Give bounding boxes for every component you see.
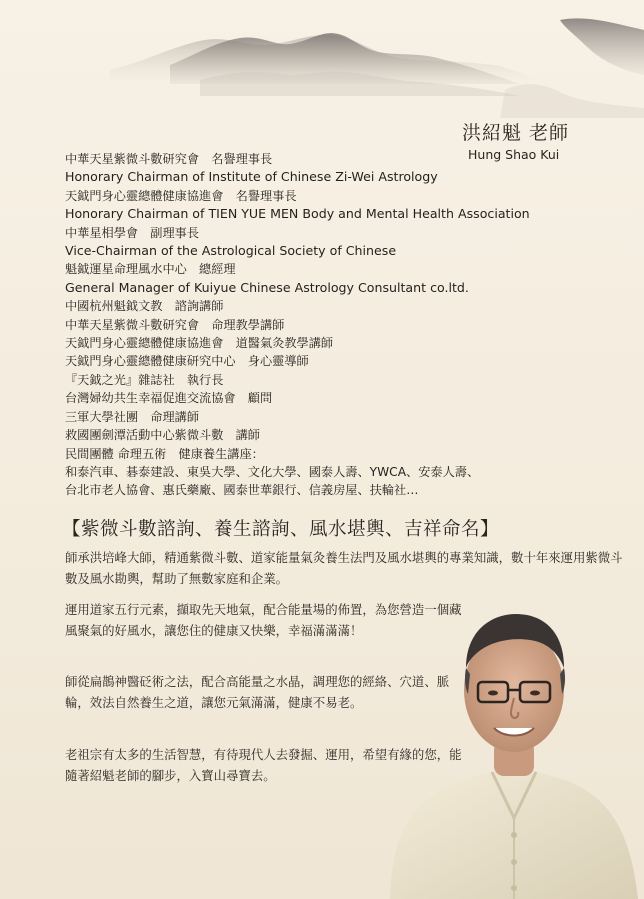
credential-line: 魁鉞運星命理風水中心 總經理 bbox=[65, 262, 236, 277]
services-banner: 【紫微斗數諮詢、養生諮詢、風水堪輿、吉祥命名】 bbox=[62, 519, 500, 540]
ink-mountain-landscape bbox=[0, 0, 644, 120]
credential-line: 『天鉞之光』雜誌社 執行長 bbox=[65, 372, 224, 387]
credential-line: 台北市老人協會、惠氏藥廠、國泰世華銀行、信義房屋、扶輪社… bbox=[65, 483, 419, 498]
credential-line: 和泰汽車、碁泰建設、東吳大學、文化大學、國泰人壽、YWCA、安泰人壽、 bbox=[65, 464, 480, 479]
credential-line: 天鉞門身心靈總體健康研究中心 身心靈導師 bbox=[65, 354, 309, 369]
credential-line: 救國團劍潭活動中心紫微斗數 講師 bbox=[65, 428, 260, 443]
credential-line: 中華星相學會 副理事長 bbox=[65, 225, 200, 240]
intro-paragraph: 師承洪培峰大師，精通紫微斗數、道家能量氣灸養生法門及風水堪輿的專業知識，數十年來運用紫微斗數及風水勘輿，幫助了無數家庭和企業。 bbox=[65, 550, 623, 586]
credential-line: 中華天星紫微斗數研究會 命理教學講師 bbox=[65, 317, 285, 332]
wellness-paragraph: 師從扁鵲神醫砭術之法，配合高能量之水晶，調理您的經絡、穴道、脈輪，效法自然養生之道，讓您元氣滿滿，健康不易老。 bbox=[65, 674, 450, 710]
credentials-list bbox=[65, 150, 585, 500]
teacher-name-chinese: 洪紹魁 老師 bbox=[462, 122, 570, 144]
credential-line: 台灣婦幼共生幸福促進交流協會 顧問 bbox=[65, 391, 273, 406]
credential-line: Honorary Chairman of Institute of Chinese Zi-Wei Astrology bbox=[65, 169, 438, 185]
credential-line: 天鉞門身心靈總體健康協進會 名譽理事長 bbox=[65, 188, 297, 203]
credential-line: 民間團體 命理五術 健康養生講座： bbox=[65, 446, 264, 461]
credential-line: 中國杭州魁鉞文教 諮詢講師 bbox=[65, 299, 224, 314]
credential-line: Vice-Chairman of the Astrological Society of Chinese bbox=[65, 243, 397, 259]
fengshui-paragraph: 運用道家五行元素，擷取先天地氣，配合能量場的佈置，為您營造一個藏風聚氣的好風水，讓您住的健康又快樂，幸福滿滿滿！ bbox=[65, 602, 462, 638]
credential-line: Honorary Chairman of TIEN YUE MEN Body and Mental Health Association bbox=[65, 206, 530, 222]
credential-line: 天鉞門身心靈總體健康協進會 道醫氣灸教學講師 bbox=[65, 336, 334, 351]
credential-line: 三軍大學社團 命理講師 bbox=[65, 409, 200, 424]
wisdom-paragraph: 老祖宗有太多的生活智慧，有待現代人去發掘、運用，希望有緣的您，能隨著紹魁老師的腳步，入寶山尋寶去。 bbox=[65, 747, 462, 783]
teacher-portrait-photo bbox=[380, 590, 644, 899]
credential-line: 中華天星紫微斗數研究會 名譽理事長 bbox=[65, 152, 273, 166]
teacher-name-english: Hung Shao Kui bbox=[468, 147, 560, 162]
credential-line: General Manager of Kuiyue Chinese Astrology Consultant co.ltd. bbox=[65, 279, 469, 295]
